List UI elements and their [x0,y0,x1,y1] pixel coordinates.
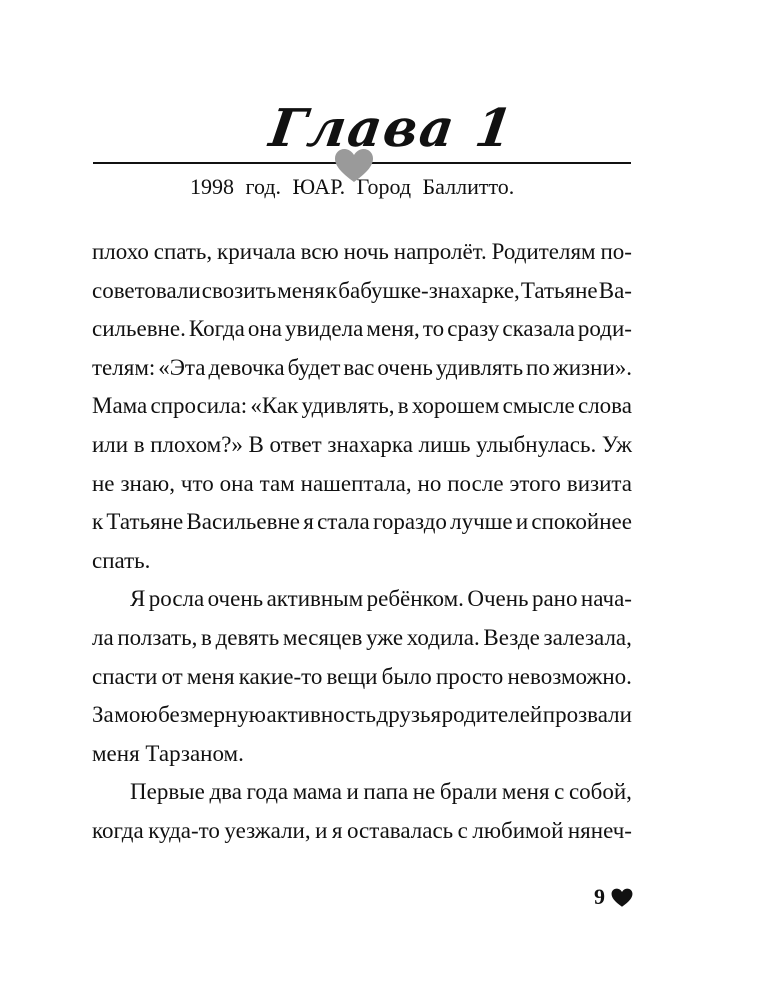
text-line: спасти от меня какие-то вещи было просто невозможно. [92,663,632,689]
chapter-subtitle: 1998 год. ЮАР. Город Баллитто. [190,174,515,199]
text-line: не знаю, что она там нашептала, но после этого визита [92,470,632,496]
chapter-title: Глава 1 [265,98,519,159]
text-line: когда куда-то уезжали, и я оставалась с любимой нянеч- [92,817,632,843]
heart-icon [611,888,633,908]
text-line: Я росла очень активным ребёнком. Очень рано нача- [130,586,632,612]
paragraph [92,233,632,580]
text-line: сильевне. Когда она увидела меня, то сразу сказала роди- [92,316,632,342]
text-line: меня Тарзаном. [92,740,244,766]
text-line: Мама спросила: «Как удивлять, в хорошем смысле слова [92,393,632,419]
paragraph [92,773,632,850]
paragraph [92,580,632,773]
page-number: 9 [594,884,605,909]
text-line: плохо спать, кричала всю ночь напролёт. Родителям по- [92,239,632,264]
text-line: Первые два года мама и папа не брали меня с собой, [130,779,632,805]
text-line: ла ползать, в девять месяцев уже ходила. Везде залезала, [92,624,632,650]
text-line: к Татьяне Васильевне я стала гораздо лучше и спокойнее [92,509,632,535]
text-line: телям: «Эта девочка будет вас очень удивлять по жизни». [92,354,632,380]
text-line: советовали свозить меня к бабушке-знахарке, Татьяне Ва- [92,277,632,303]
chapter-body [92,233,632,851]
text-line: За мою безмерную активность друзья родителей прозвали [92,702,632,728]
text-line: или в плохом?» В ответ знахарка лишь улыбнулась. Уж [92,431,632,457]
text-line: спать. [92,547,151,573]
